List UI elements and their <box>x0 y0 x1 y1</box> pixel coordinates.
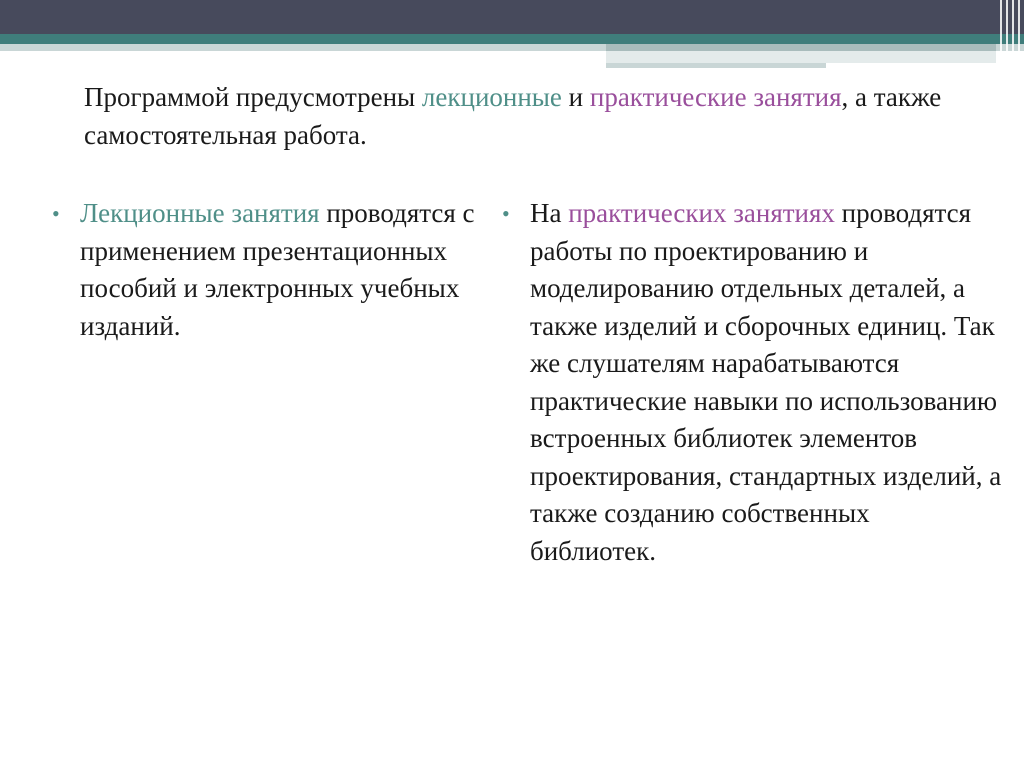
title-highlight-lectures: лекционные <box>421 82 562 112</box>
slide-title <box>84 78 954 154</box>
list-item <box>52 195 492 345</box>
left-column <box>52 195 492 345</box>
header-edge-lines <box>996 0 1024 72</box>
title-text-3: , а также самостоятельная работа. <box>84 82 942 150</box>
title-text-1: Программой предусмотрены <box>84 82 422 112</box>
right-bullet-highlight: практических занятиях <box>568 198 835 228</box>
right-bullet-text <box>530 195 1002 570</box>
right-bullet-body: проводятся работы по проектированию и моделированию отдельных деталей, а также изделий и сборочных единиц. Так же слушателям нарабатываются практические навыки по использованию встроенных библиотек элементов проектирования, стандартных изделий, а также созданию собственных библиотек. <box>530 198 1002 566</box>
header-band-accent <box>606 44 996 51</box>
right-bullet-lead: На <box>530 198 569 228</box>
header-band-teal <box>0 34 1024 44</box>
header-band-dark <box>0 0 1024 34</box>
title-highlight-practical: практические занятия <box>589 82 842 112</box>
bullet-marker: • <box>52 201 60 226</box>
header-band-thin <box>606 51 996 63</box>
left-bullet-text <box>80 195 492 345</box>
right-column <box>502 195 1002 570</box>
list-item <box>502 195 1002 570</box>
header-band-thin-secondary <box>606 63 826 68</box>
left-bullet-body: проводятся с применением презентационных пособий и электронных учебных изданий. <box>80 198 475 341</box>
left-bullet-highlight: Лекционные занятия <box>80 198 320 228</box>
bullet-marker: • <box>502 201 510 226</box>
title-text-2: и <box>561 82 590 112</box>
